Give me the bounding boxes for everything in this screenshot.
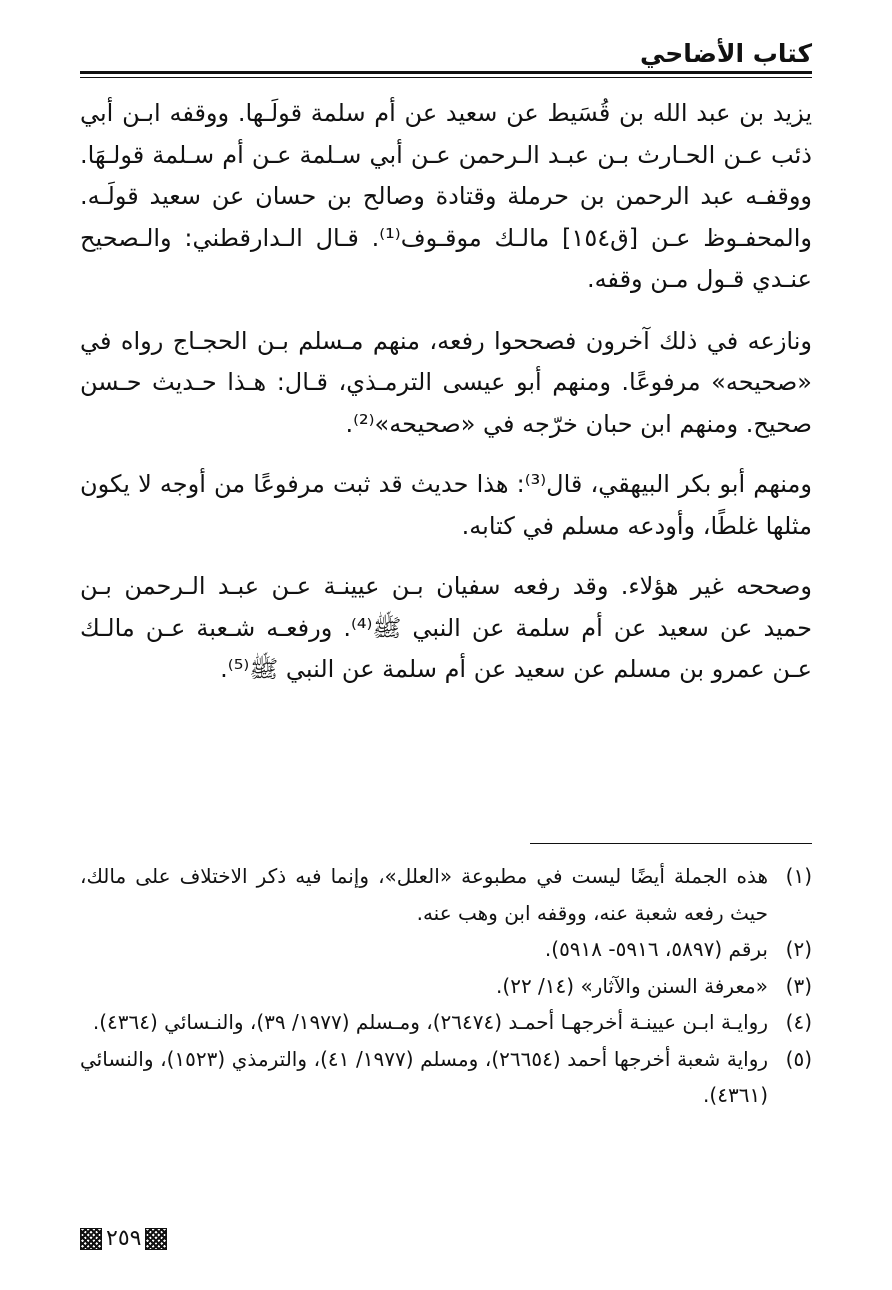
footnotes — [80, 858, 812, 1114]
footnote-number: (٥) — [785, 1046, 812, 1071]
paragraph-3: ومنهم أبو بكر البيهقي، قال⁽³⁾: هذا حديث قد ثبت مرفوعًا من أوجه لا يكون مثلها غلطًا، وأودعه مسلم في كتابه. — [80, 470, 812, 540]
footnote-text: هذه الجملة أيضًا ليست في مطبوعة «العلل»، وإنما فيه ذكر الاختلاف على مالك، حيث رفعه شعبة عنه، ووقفه ابن وهب عنه. — [80, 864, 768, 925]
paragraph-4: وصححه غير هؤلاء. وقد رفعه سفيان بـن عيينـة عـن عبـد الـرحمن بـن حميد عن سعيد عن أم سلمة عن النبي ﷺ⁽⁴⁾. ورفعـه شـعبة عـن مالـك عـن عمرو بن مسلم عن سعيد عن أم سلمة عن النبي ﷺ⁽⁵⁾. — [80, 572, 812, 683]
header-rule-thick — [80, 71, 812, 74]
footnote-number: (٣) — [785, 973, 812, 998]
ornament-icon — [80, 1228, 102, 1250]
footnote-2 — [80, 931, 812, 968]
footnote-text: روايـة ابـن عيينـة أخرجهـا أحمـد (٢٦٤٧٤)، ومـسلم (١٩٧٧/ ٣٩)، والنـسائي (٤٣٦٤). — [92, 1010, 768, 1034]
header-rule-thin — [80, 77, 812, 78]
footnote-3 — [80, 968, 812, 1005]
paragraph-2: ونازعه في ذلك آخرون فصححوا رفعه، منهم مـسلم بـن الحجـاج رواه في «صحيحه» مرفوعًا. ومنهم أبو عيسى الترمـذي، قـال: هـذا حـديث حـسن صحيح. ومنهم ابن حبان خرّجه في «صحيحه»⁽²⁾. — [80, 326, 812, 438]
main-text — [80, 93, 812, 710]
footnote-4 — [80, 1004, 812, 1041]
footnote-number: (٤) — [785, 1010, 812, 1034]
footnote-1 — [80, 858, 812, 931]
footnote-number: (٢) — [785, 937, 812, 961]
footnote-number: (١) — [785, 864, 812, 888]
footnote-text: «معرفة السنن والآثار» (١٤/ ٢٢). — [496, 973, 768, 998]
ornament-icon — [145, 1228, 167, 1250]
page-number: ٢٥٩ — [106, 1226, 142, 1251]
footnote-5 — [80, 1041, 812, 1114]
footnote-text: برقم (٥٨٩٧، ٥٩١٦- ٥٩١٨). — [544, 937, 768, 961]
paragraph-1: يزيد بن عبد الله بن قُسَيط عن سعيد عن أم سلمة قولَـها. ووقفه ابـن أبي ذئب عـن الحـارث بـن عبـد الـرحمن عـن أبي سـلمة عـن أم سـلمة قولـهَا. ووقفـه عبد الرحمن بن حرملة وقتادة وصالح بن حسان عن سعيد قولَـه. والمحفـوظ عـن [ق١٥٤] مالـك موقـوف⁽¹⁾. قـال الـدارقطني: والـصحيح عنـدي قـول مـن وقفه. — [80, 99, 812, 293]
running-header: كتاب الأضاحي — [640, 39, 812, 68]
page-folio — [80, 1226, 167, 1251]
footnote-separator — [530, 843, 812, 844]
footnote-text: رواية شعبة أخرجها أحمد (٢٦٦٥٤)، ومسلم (١٩٧٧/ ٤١)، والترمذي (١٥٢٣)، والنسائي (٤٣٦١). — [80, 1046, 769, 1107]
